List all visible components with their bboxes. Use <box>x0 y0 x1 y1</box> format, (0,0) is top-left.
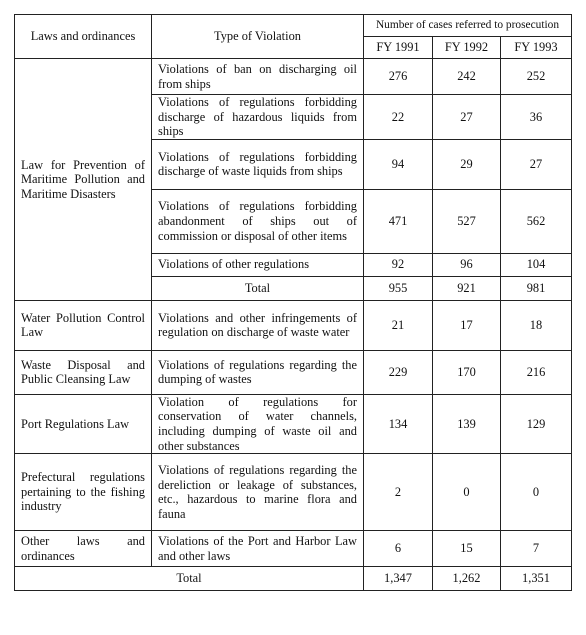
case-count-cell: 170 <box>433 350 501 394</box>
laws-column-header: Laws and ordinances <box>15 15 152 59</box>
case-count-cell: 96 <box>433 253 501 276</box>
violation-type-cell: Violations of regulations regarding the dereliction or leakage of substances, etc., hazardous to marine flora and fauna <box>152 454 364 531</box>
grand-total-value: 1,262 <box>433 567 501 591</box>
case-count-cell: 0 <box>501 454 572 531</box>
case-count-cell: 27 <box>501 139 572 189</box>
case-count-cell: 6 <box>364 531 433 567</box>
violation-type-cell: Violations of the Port and Harbor Law and other laws <box>152 531 364 567</box>
case-count-cell: 276 <box>364 59 433 95</box>
law-name-cell: Other laws and ordinances <box>15 531 152 567</box>
case-count-cell: 229 <box>364 350 433 394</box>
year-header-1993: FY 1993 <box>501 37 572 59</box>
table-body <box>15 59 572 567</box>
case-count-cell: 527 <box>433 189 501 253</box>
case-count-cell: 104 <box>501 253 572 276</box>
table-row <box>15 454 572 531</box>
table-row <box>15 531 572 567</box>
table-row <box>15 300 572 350</box>
violation-type-cell: Violations and other infringements of regulation on discharge of waste water <box>152 300 364 350</box>
table-header <box>15 15 572 59</box>
case-count-cell: 15 <box>433 531 501 567</box>
subtotal-value: 955 <box>364 276 433 300</box>
case-count-cell: 562 <box>501 189 572 253</box>
table-row <box>15 350 572 394</box>
case-count-cell: 2 <box>364 454 433 531</box>
subtotal-value: 981 <box>501 276 572 300</box>
grand-total-value: 1,351 <box>501 567 572 591</box>
law-name-cell: Law for Prevention of Maritime Pollution and Maritime Disasters <box>15 59 152 301</box>
case-count-cell: 7 <box>501 531 572 567</box>
case-count-cell: 17 <box>433 300 501 350</box>
violations-table <box>14 14 572 591</box>
header-row <box>15 15 572 37</box>
table-row <box>15 394 572 453</box>
cases-column-header: Number of cases referred to prosecution <box>364 15 572 37</box>
case-count-cell: 129 <box>501 394 572 453</box>
case-count-cell: 27 <box>433 95 501 140</box>
law-name-cell: Waste Disposal and Public Cleansing Law <box>15 350 152 394</box>
subtotal-value: 921 <box>433 276 501 300</box>
case-count-cell: 94 <box>364 139 433 189</box>
case-count-cell: 139 <box>433 394 501 453</box>
law-name-cell: Water Pollution Control Law <box>15 300 152 350</box>
case-count-cell: 18 <box>501 300 572 350</box>
table-row <box>15 59 572 95</box>
year-header-1992: FY 1992 <box>433 37 501 59</box>
violation-type-cell: Violations of regulations regarding the dumping of wastes <box>152 350 364 394</box>
grand-total-row <box>15 567 572 591</box>
case-count-cell: 471 <box>364 189 433 253</box>
violation-type-cell: Violation of regulations for conservation of water channels, including dumping of waste oil and other substances <box>152 394 364 453</box>
case-count-cell: 0 <box>433 454 501 531</box>
violation-type-cell: Violations of regulations forbidding abandonment of ships out of commission or disposal of other items <box>152 189 364 253</box>
case-count-cell: 134 <box>364 394 433 453</box>
law-name-cell: Port Regulations Law <box>15 394 152 453</box>
table-footer <box>15 567 572 591</box>
case-count-cell: 22 <box>364 95 433 140</box>
case-count-cell: 36 <box>501 95 572 140</box>
subtotal-label: Total <box>152 276 364 300</box>
violation-type-cell: Violations of ban on discharging oil from ships <box>152 59 364 95</box>
law-name-cell: Prefectural regulations pertaining to the fishing industry <box>15 454 152 531</box>
case-count-cell: 242 <box>433 59 501 95</box>
case-count-cell: 252 <box>501 59 572 95</box>
violation-type-cell: Violations of other regulations <box>152 253 364 276</box>
case-count-cell: 29 <box>433 139 501 189</box>
type-column-header: Type of Violation <box>152 15 364 59</box>
case-count-cell: 21 <box>364 300 433 350</box>
grand-total-value: 1,347 <box>364 567 433 591</box>
violation-type-cell: Violations of regulations forbidding discharge of waste liquids from ships <box>152 139 364 189</box>
case-count-cell: 92 <box>364 253 433 276</box>
grand-total-label: Total <box>15 567 364 591</box>
case-count-cell: 216 <box>501 350 572 394</box>
year-header-1991: FY 1991 <box>364 37 433 59</box>
violation-type-cell: Violations of regulations forbidding discharge of hazardous liquids from ships <box>152 95 364 140</box>
